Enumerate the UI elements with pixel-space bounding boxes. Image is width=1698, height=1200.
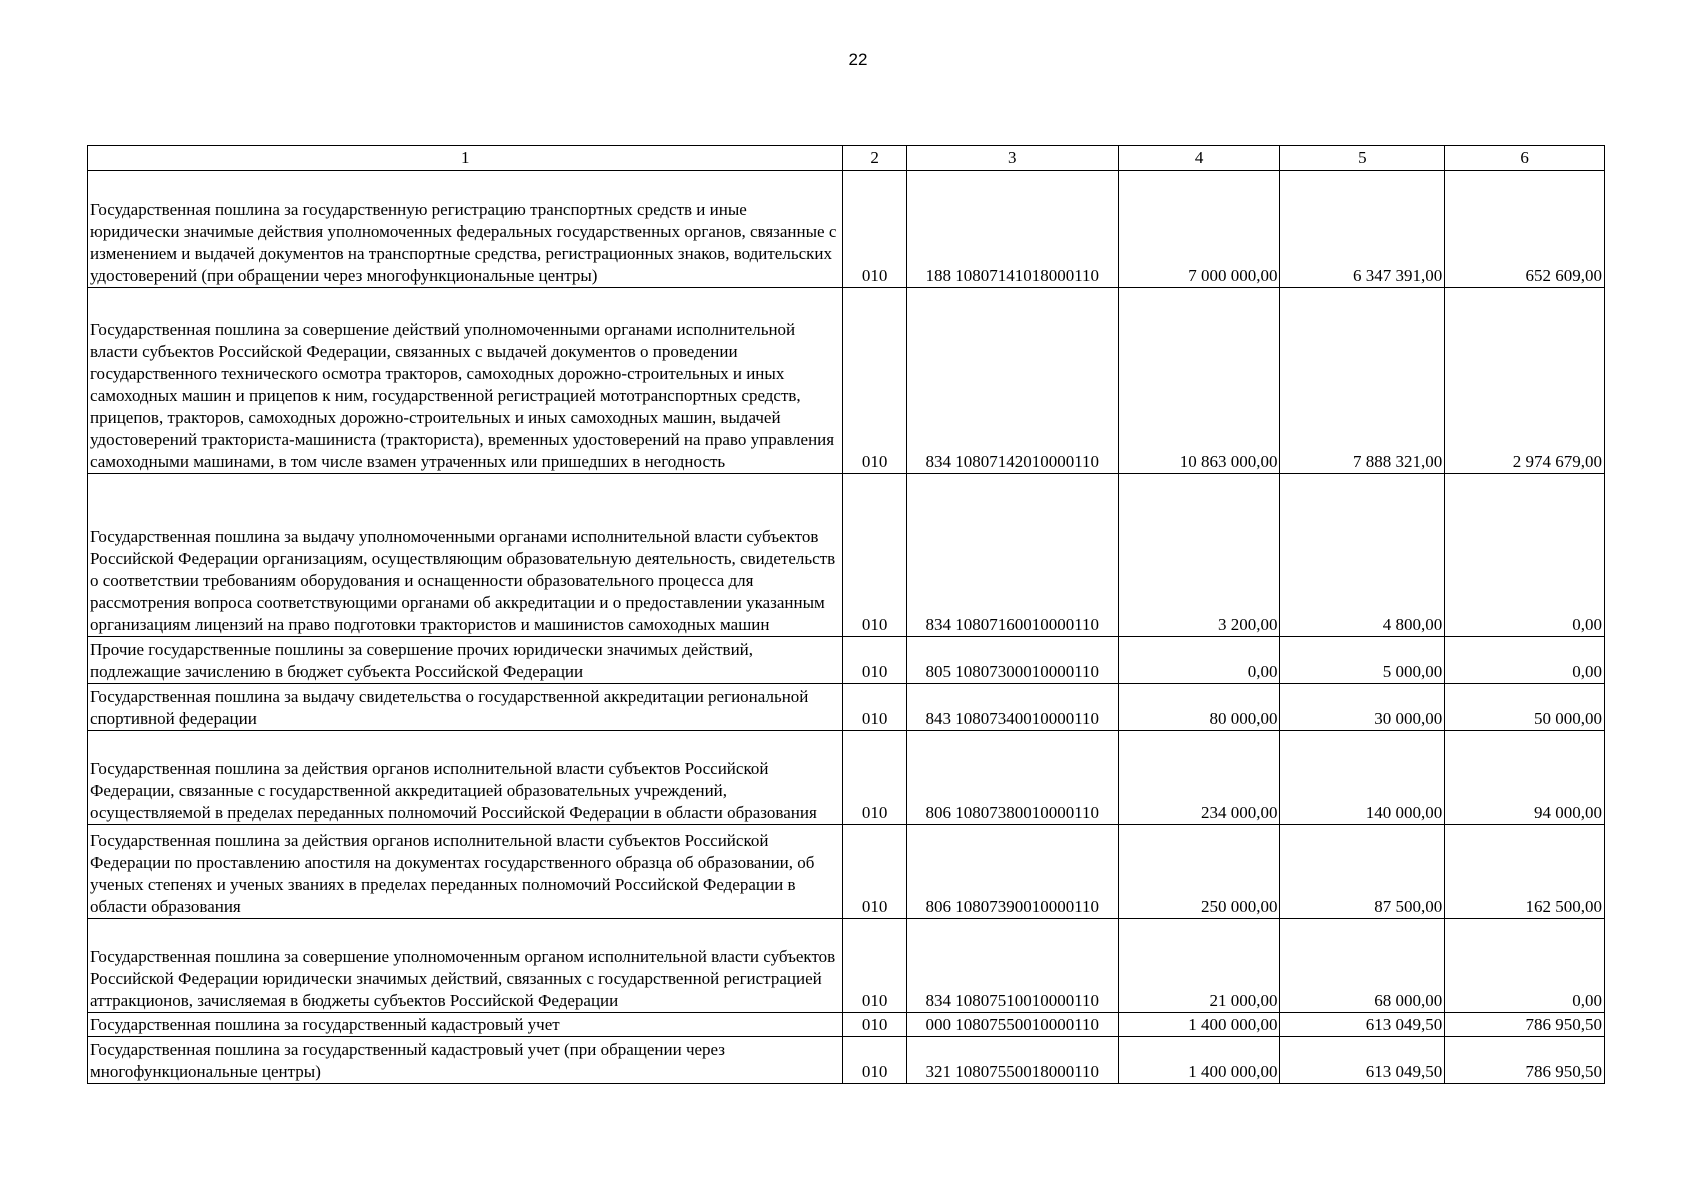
row-value-4: 234 000,00: [1118, 731, 1280, 825]
row-value-5: 5 000,00: [1280, 637, 1445, 684]
table-header-row: [88, 146, 1605, 171]
table-row: [88, 637, 1605, 684]
table-row: [88, 731, 1605, 825]
row-value-5: 6 347 391,00: [1280, 171, 1445, 288]
row-code: 010: [843, 637, 906, 684]
row-code: 010: [843, 825, 906, 919]
row-name: Государственная пошлина за государственный кадастровый учет: [90, 1015, 560, 1034]
row-name: Государственная пошлина за государственную регистрацию транспортных средств и иные юридически значимые действия уполномоченных федеральных государственных органов, связанные с изменением и выдачей документов на транспортные средства, регистрационных знаков, водительских удостоверений (при обращении через многофункциональные центры): [90, 200, 837, 285]
column-header-1: 1: [88, 146, 843, 171]
row-value-4: 0,00: [1118, 637, 1280, 684]
row-value-6: 162 500,00: [1445, 825, 1605, 919]
row-value-6: 652 609,00: [1445, 171, 1605, 288]
row-kbk: 806 10807380010000110: [906, 731, 1118, 825]
row-value-5: 7 888 321,00: [1280, 288, 1445, 474]
row-kbk: 806 10807390010000110: [906, 825, 1118, 919]
row-name-cell: [88, 731, 843, 825]
row-value-6: 94 000,00: [1445, 731, 1605, 825]
row-value-6: 50 000,00: [1445, 684, 1605, 731]
row-name: Государственная пошлина за совершение действий уполномоченными органами исполнительной власти субъектов Российской Федерации, связанных с выдачей документов о проведении государственного технического осмотра тракторов, самоходных дорожно-строительных и иных самоходных машин и прицепов к ним, государственной регистрацией мототранспортных средств, прицепов, тракторов, самоходных дорожно-строительных и иных самоходных машин, выдачей удостоверений тракториста-машиниста (тракториста), временных удостоверений на право управления самоходными машинами, в том числе взамен утраченных или пришедших в негодность: [90, 320, 835, 471]
row-kbk: 188 10807141018000110: [906, 171, 1118, 288]
row-name-cell: [88, 288, 843, 474]
row-name-cell: [88, 474, 843, 637]
table-row: [88, 288, 1605, 474]
row-code: 010: [843, 171, 906, 288]
row-value-6: 0,00: [1445, 919, 1605, 1013]
row-name-cell: [88, 637, 843, 684]
row-name-cell: [88, 825, 843, 919]
column-header-3: 3: [906, 146, 1118, 171]
column-header-2: 2: [843, 146, 906, 171]
row-kbk: 321 10807550018000110: [906, 1037, 1118, 1084]
table-row: [88, 1037, 1605, 1084]
row-name: Государственная пошлина за действия органов исполнительной власти субъектов Российской Федерации по проставлению апостиля на документах государственного образца об образовании, об ученых степенях и ученых званиях в пределах переданных полномочий Российской Федерации в области образования: [90, 831, 815, 916]
row-name: Государственная пошлина за выдачу уполномоченными органами исполнительной власти субъектов Российской Федерации организациям, осуществляющим образовательную деятельность, свидетельств о соответствии требованиям оборудования и оснащенности образовательного процесса для рассмотрения вопроса соответствующими органами об аккредитации и о предоставлении указанным организациям лицензий на право подготовки трактористов и машинистов самоходных машин: [90, 527, 836, 634]
row-code: 010: [843, 731, 906, 825]
row-value-4: 1 400 000,00: [1118, 1037, 1280, 1084]
row-kbk: 000 10807550010000110: [906, 1013, 1118, 1037]
row-kbk: 843 10807340010000110: [906, 684, 1118, 731]
page-number: 22: [848, 50, 868, 69]
row-code: 010: [843, 288, 906, 474]
row-value-5: 30 000,00: [1280, 684, 1445, 731]
table-row: [88, 919, 1605, 1013]
row-name: Государственная пошлина за совершение уполномоченным органом исполнительной власти субъектов Российской Федерации юридически значимых действий, связанных с государственной регистрацией аттракционов, зачисляемая в бюджеты субъектов Российской Федерации: [90, 947, 836, 1010]
column-header-6: 6: [1445, 146, 1605, 171]
row-name-cell: [88, 919, 843, 1013]
row-value-5: 4 800,00: [1280, 474, 1445, 637]
row-code: 010: [843, 919, 906, 1013]
row-name: Прочие государственные пошлины за совершение прочих юридически значимых действий, подлежащие зачислению в бюджет субъекта Российской Федерации: [90, 640, 754, 681]
row-kbk: 834 10807510010000110: [906, 919, 1118, 1013]
row-name: Государственная пошлина за государственный кадастровый учет (при обращении через многофункциональные центры): [90, 1040, 726, 1081]
table-row: [88, 171, 1605, 288]
row-name: Государственная пошлина за действия органов исполнительной власти субъектов Российской Федерации, связанные с государственной аккредитацией образовательных учреждений, осуществляемой в пределах переданных полномочий Российской Федерации в области образования: [90, 759, 817, 822]
row-value-4: 3 200,00: [1118, 474, 1280, 637]
column-header-4: 4: [1118, 146, 1280, 171]
row-value-5: 613 049,50: [1280, 1013, 1445, 1037]
row-value-5: 87 500,00: [1280, 825, 1445, 919]
row-name-cell: [88, 1013, 843, 1037]
row-value-5: 140 000,00: [1280, 731, 1445, 825]
table-row: [88, 825, 1605, 919]
row-value-4: 1 400 000,00: [1118, 1013, 1280, 1037]
table-row: [88, 684, 1605, 731]
row-value-6: 786 950,50: [1445, 1013, 1605, 1037]
row-value-4: 80 000,00: [1118, 684, 1280, 731]
row-value-4: 7 000 000,00: [1118, 171, 1280, 288]
row-value-5: 68 000,00: [1280, 919, 1445, 1013]
row-value-6: 786 950,50: [1445, 1037, 1605, 1084]
row-kbk: 834 10807142010000110: [906, 288, 1118, 474]
table-row: [88, 1013, 1605, 1037]
row-code: 010: [843, 684, 906, 731]
row-value-6: 2 974 679,00: [1445, 288, 1605, 474]
column-header-5: 5: [1280, 146, 1445, 171]
row-kbk: 834 10807160010000110: [906, 474, 1118, 637]
table-row: [88, 474, 1605, 637]
row-value-6: 0,00: [1445, 474, 1605, 637]
row-code: 010: [843, 1013, 906, 1037]
row-name-cell: [88, 1037, 843, 1084]
row-name: Государственная пошлина за выдачу свидетельства о государственной аккредитации региональной спортивной федерации: [90, 687, 809, 728]
row-value-4: 250 000,00: [1118, 825, 1280, 919]
row-value-4: 10 863 000,00: [1118, 288, 1280, 474]
row-value-4: 21 000,00: [1118, 919, 1280, 1013]
row-kbk: 805 10807300010000110: [906, 637, 1118, 684]
row-value-5: 613 049,50: [1280, 1037, 1445, 1084]
row-name-cell: [88, 684, 843, 731]
revenue-table: [87, 145, 1605, 1084]
row-name-cell: [88, 171, 843, 288]
row-value-6: 0,00: [1445, 637, 1605, 684]
row-code: 010: [843, 1037, 906, 1084]
row-code: 010: [843, 474, 906, 637]
